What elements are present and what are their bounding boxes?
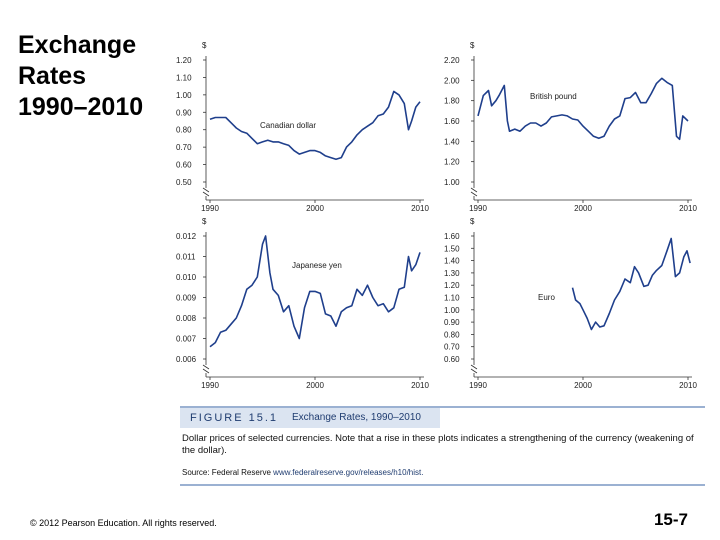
- source-url: www.federalreserve.gov/releases/h10/hist.: [273, 468, 424, 477]
- y-tick-label: 0.60: [444, 355, 460, 364]
- x-tick-label: 2000: [574, 381, 592, 390]
- canadian-dollar-chart: [172, 34, 434, 213]
- series-line: [210, 236, 420, 347]
- figure-source: [182, 468, 423, 477]
- series-line: [573, 239, 691, 330]
- x-tick-label: 2000: [306, 381, 324, 390]
- figure-caption: Dollar prices of selected currencies. Note that a rise in these plots indicates a strengthening of the currency (weakening of the dollar).: [182, 433, 694, 456]
- y-tick-label: 0.011: [176, 252, 196, 262]
- slide-title: [18, 30, 168, 123]
- copyright-notice: © 2012 Pearson Education. All rights reserved.: [30, 518, 217, 528]
- y-tick-label: 1.60: [444, 117, 460, 126]
- figure-number: FIGURE 15.1: [190, 412, 279, 424]
- y-tick-label: 1.30: [444, 268, 460, 278]
- axis-break-icon: [203, 365, 209, 373]
- y-tick-label: 1.40: [444, 256, 460, 266]
- series-label: Euro: [538, 293, 555, 302]
- slide-title-line: Rates: [18, 62, 87, 90]
- y-tick-label: 1.60: [444, 232, 460, 241]
- figure-caption-box: [180, 406, 705, 486]
- figure-title: Exchange Rates, 1990–2010: [292, 412, 421, 423]
- y-unit-label: $: [470, 41, 475, 50]
- x-tick-label: 2010: [411, 204, 429, 213]
- y-tick-label: 0.010: [176, 273, 197, 282]
- y-tick-label: 1.40: [444, 137, 460, 147]
- y-unit-label: $: [470, 217, 475, 226]
- japanese-yen-chart: [172, 218, 434, 394]
- y-unit-label: $: [202, 217, 207, 226]
- y-tick-label: 0.70: [176, 143, 192, 153]
- x-tick-label: 2010: [679, 381, 697, 390]
- y-tick-label: 0.007: [176, 334, 197, 344]
- y-tick-label: 1.10: [444, 293, 460, 303]
- x-tick-label: 1990: [201, 381, 219, 390]
- series-label: Japanese yen: [292, 261, 342, 270]
- y-tick-label: 0.012: [176, 232, 197, 241]
- x-tick-label: 2010: [411, 381, 429, 390]
- y-tick-label: 1.20: [444, 281, 460, 291]
- series-line: [478, 78, 688, 139]
- figure-header: [180, 408, 440, 428]
- y-tick-label: 0.90: [444, 318, 460, 328]
- british-pound-chart: [440, 34, 702, 213]
- y-tick-label: 0.90: [176, 108, 192, 118]
- slide-title-line: 1990–2010: [18, 93, 144, 121]
- x-tick-label: 2000: [306, 204, 324, 213]
- y-tick-label: 1.20: [176, 56, 192, 65]
- y-tick-label: 1.00: [444, 178, 460, 187]
- y-tick-label: 0.70: [444, 342, 460, 352]
- y-tick-label: 0.80: [444, 330, 460, 340]
- y-tick-label: 0.006: [176, 355, 197, 364]
- y-tick-label: 2.20: [444, 56, 460, 65]
- y-tick-label: 1.00: [444, 305, 460, 315]
- y-tick-label: 0.008: [176, 314, 197, 323]
- y-tick-label: 0.009: [176, 293, 197, 303]
- y-tick-label: 2.00: [444, 76, 460, 86]
- x-tick-label: 1990: [201, 204, 219, 213]
- x-tick-label: 1990: [469, 381, 487, 390]
- source-label: Source: Federal Reserve: [182, 468, 271, 477]
- y-unit-label: $: [202, 41, 207, 50]
- axis-break-icon: [203, 188, 209, 196]
- slide-number: 15-7: [653, 510, 688, 529]
- x-tick-label: 2000: [574, 204, 592, 213]
- y-tick-label: 0.50: [176, 178, 192, 187]
- euro-chart: [440, 218, 702, 394]
- slide-title-line: Exchange: [18, 31, 137, 59]
- y-tick-label: 1.50: [444, 244, 460, 254]
- y-tick-label: 0.80: [176, 125, 192, 135]
- series-label: British pound: [530, 92, 577, 101]
- axis-break-icon: [471, 188, 477, 196]
- x-tick-label: 1990: [469, 204, 487, 213]
- y-tick-label: 1.00: [176, 90, 192, 100]
- exchange-rate-charts: [172, 34, 702, 394]
- y-tick-label: 1.80: [444, 96, 460, 106]
- axis-break-icon: [471, 365, 477, 373]
- y-tick-label: 0.60: [176, 160, 192, 170]
- y-tick-label: 1.20: [444, 157, 460, 167]
- series-label: Canadian dollar: [260, 121, 317, 130]
- y-tick-label: 1.10: [176, 73, 192, 83]
- x-tick-label: 2010: [679, 204, 697, 213]
